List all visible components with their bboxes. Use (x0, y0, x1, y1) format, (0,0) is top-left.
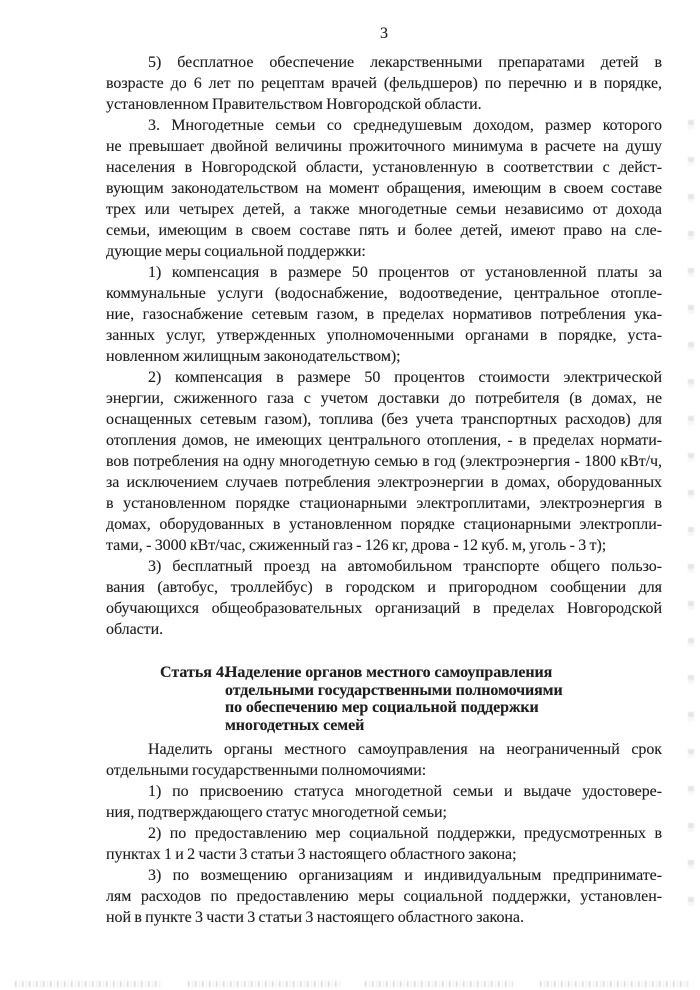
text-line: 1) компенсация в размере 50 процентов от установленной платы за (148, 264, 662, 281)
text-line: вания (автобус, троллейбус) в городском и пригородном сообщении для (106, 579, 662, 596)
heading-line: Наделение органов местного самоуправления (225, 664, 553, 681)
text-line: установленном Правительством Новгородской области. (106, 96, 482, 113)
text-line: трех или четырех детей, а также многодетные семьи независимо от дохода (106, 201, 662, 218)
heading-line: по обеспечению мер социальной поддержки (225, 699, 539, 716)
text-line: не превышает двойной величины прожиточного минимума в расчете на душу (106, 138, 662, 155)
text-line: области. (106, 621, 164, 638)
text-line: занных услуг, утвержденных уполномоченными органами в порядке, уста- (106, 327, 662, 344)
text-line: ния, подтверждающего статус многодетной семьи; (106, 804, 447, 821)
text-line: вующим законодательством на момент обращения, имеющим в своем составе (106, 180, 662, 197)
paragraph (106, 52, 662, 115)
text-line: 3. Многодетные семьи со среднедушевым доходом, размер которого (148, 117, 662, 134)
text-block (106, 52, 662, 928)
paragraph (106, 739, 662, 781)
paragraph (106, 823, 662, 865)
text-line: возрасте до 6 лет по рецептам врачей (фельдшеров) по перечню и в порядке, (106, 75, 662, 92)
text-line: лям расходов по предоставлению меры социальной поддержки, установлен- (106, 888, 662, 905)
text-line: отопления домов, не имеющих центрального отопления, - в пределах нормати- (106, 432, 662, 449)
paragraph (106, 367, 662, 556)
paragraph (106, 556, 662, 640)
scan-artifact-bottom (15, 981, 160, 987)
text-line: 2) по предоставлению мер социальной поддержки, предусмотренных в (148, 825, 662, 842)
text-line: 1) по присвоению статуса многодетной семьи и выдаче удостовере- (148, 783, 662, 800)
page-number: 3 (380, 25, 388, 42)
scan-artifact-bottom (540, 981, 688, 987)
text-line: вов потребления на одну многодетную семью в год (электроэнергия - 1800 кВт/ч, (106, 453, 662, 470)
text-line: за исключением случаев потребления электроэнергии в домах, оборудованных (106, 474, 662, 491)
text-line: коммунальные услуги (водоснабжение, водоотведение, центральное отопле- (106, 285, 662, 302)
heading-line: отдельными государственными полномочиями (225, 681, 563, 699)
scan-artifact-bottom (365, 981, 513, 987)
text-line: 2) компенсация в размере 50 процентов стоимости электрической (148, 369, 662, 386)
paragraph (106, 865, 662, 928)
text-line: 3) бесплатный проезд на автомобильном транспорте общего пользо- (148, 558, 662, 575)
scan-artifact-bottom (188, 981, 340, 987)
text-line: 5) бесплатное обеспечение лекарственными препаратами детей в (148, 54, 662, 71)
paragraph (106, 262, 662, 367)
text-line: ние, газоснабжение сетевым газом, в пределах нормативов потребления ука- (106, 306, 662, 323)
article-heading (160, 664, 662, 734)
text-line: новленном жилищным законодательством); (106, 348, 401, 365)
text-line: домах, оборудованных в установленном порядке стационарными электропли- (106, 516, 662, 533)
text-line: дующие меры социальной поддержки: (106, 243, 366, 260)
text-line: отдельными государственными полномочиями: (106, 762, 427, 779)
text-line: энергии, сжиженного газа с учетом доставки до потребителя (в домах, не (106, 390, 662, 407)
text-line: семьи, имеющим в своем составе пять и более детей, имеют право на сле- (106, 222, 662, 239)
text-line: оснащенных сетевым газом), топлива (без учета транспортных расходов) для (106, 411, 662, 428)
text-line: населения в Новгородской области, установленную в соответствии с дейст- (106, 159, 662, 176)
text-line: Наделить органы местного самоуправления на неограниченный срок (148, 741, 662, 758)
text-line: обучающихся общеобразовательных организаций в пределах Новгородской (106, 600, 662, 617)
paragraph (106, 115, 662, 262)
text-line: 3) по возмещению организациям и индивидуальным предпринимате- (148, 867, 662, 884)
article-heading-label: Статья 4. (160, 664, 228, 681)
text-line: пунктах 1 и 2 части 3 статьи 3 настоящего областного закона; (106, 846, 517, 863)
paragraph (106, 781, 662, 823)
text-line: ной в пункте 3 части 3 статьи 3 настоящего областного закона. (106, 909, 524, 926)
text-line: тами, - 3000 кВт/час, сжиженный газ - 126 кг, дрова - 12 куб. м, уголь - 3 т); (106, 537, 607, 554)
text-line: в установленном порядке стационарными электроплитами, электроэнергия в (106, 495, 662, 512)
scan-artifact-right-edge (688, 120, 694, 910)
heading-line: многодетных семей (225, 716, 365, 734)
article-heading-lines (225, 664, 563, 734)
